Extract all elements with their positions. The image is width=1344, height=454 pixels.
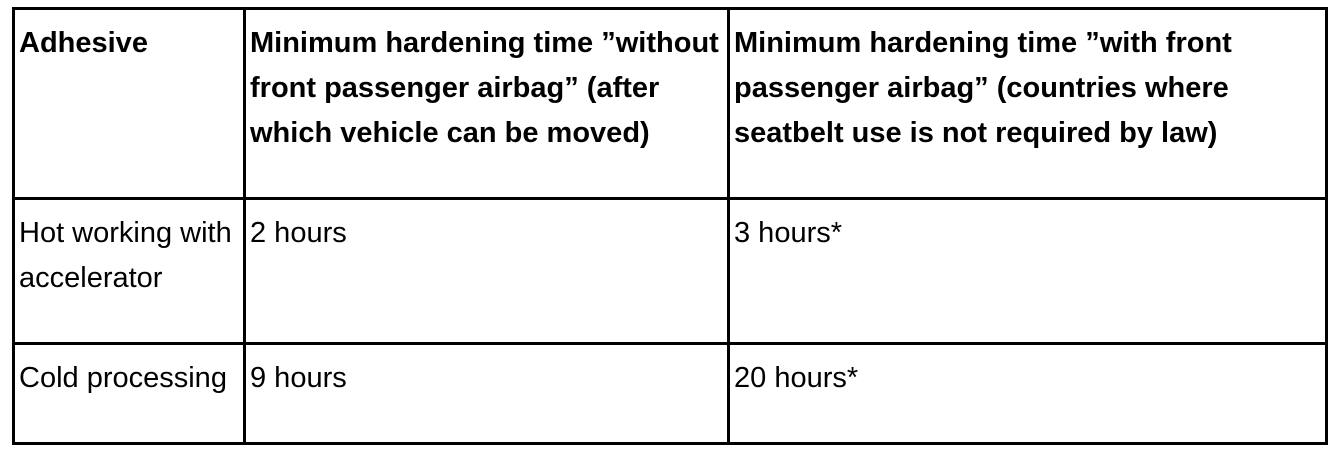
cell-with-airbag: 3 hours* <box>729 199 1327 344</box>
table-container <box>12 7 1328 445</box>
cell-with-airbag: 20 hours* <box>729 344 1327 444</box>
header-without-airbag: Minimum hardening time ”without front passenger airbag” (after which vehicle can be moved) <box>245 9 729 199</box>
cell-without-airbag: 2 hours <box>245 199 729 344</box>
table-row <box>14 199 1327 344</box>
header-with-airbag: Minimum hardening time ”with front passenger airbag” (countries where seatbelt use is not required by law) <box>729 9 1327 199</box>
table-row <box>14 344 1327 444</box>
header-adhesive: Adhesive <box>14 9 245 199</box>
cell-without-airbag: 9 hours <box>245 344 729 444</box>
cell-adhesive: Cold processing <box>14 344 245 444</box>
cell-adhesive: Hot working with accelerator <box>14 199 245 344</box>
table-header-row <box>14 9 1327 199</box>
hardening-time-table <box>12 7 1328 445</box>
